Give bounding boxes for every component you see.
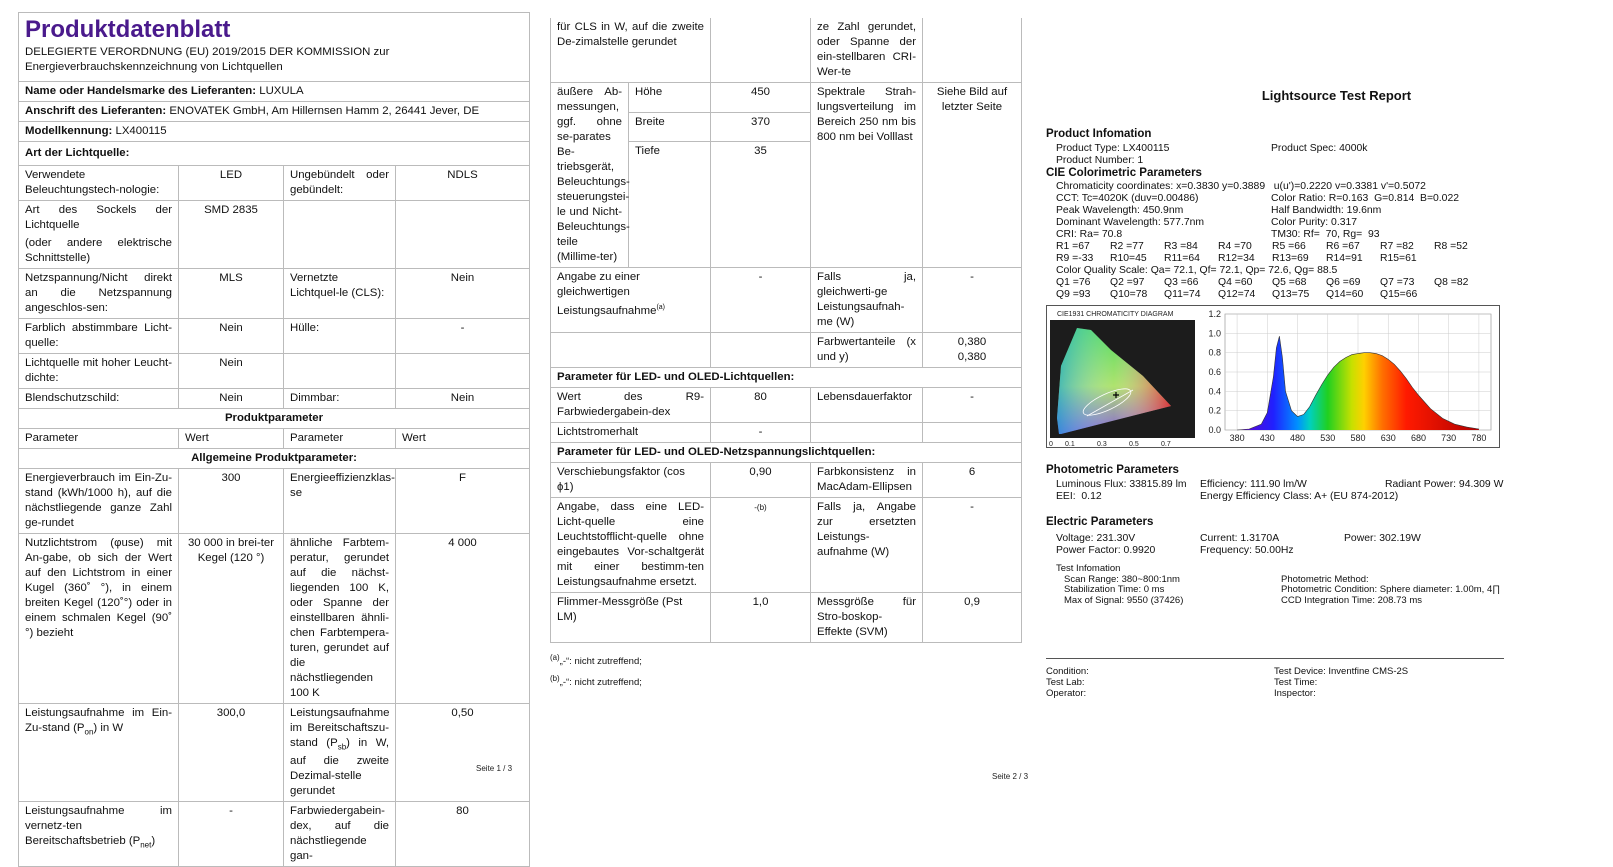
y-tick-label: 0.2 <box>1208 405 1221 416</box>
standby-label <box>284 704 396 802</box>
cell: Dimmbar: <box>284 389 396 409</box>
text: Color Quality Scale: Qa= 72.1, Qf= 72.1, Qp= 72.6, Qg= 88.5 <box>1056 265 1338 276</box>
text: Frequency: 50.00Hz <box>1200 545 1294 556</box>
index-value: Q11=74 <box>1164 289 1201 300</box>
text: Photometric Method: <box>1281 573 1369 585</box>
cell: Falls ja, gleichwerti-ge Leistungsaufnah-me (W) <box>811 268 923 333</box>
footnote-b <box>550 670 1050 691</box>
section-title: CIE Colorimetric Parameters <box>1046 167 1202 179</box>
cell: Breite <box>629 112 711 142</box>
x-tick-label: 380 <box>1229 433 1245 443</box>
cell: Nein <box>179 389 284 409</box>
text: 0,380 <box>957 336 987 348</box>
text: Voltage: 231.30V <box>1056 533 1136 544</box>
product-datasheet-table-p1 <box>18 12 530 867</box>
page-number: Seite 2 / 3 <box>992 772 1029 781</box>
cell: - <box>711 268 811 333</box>
chroma-values <box>923 333 1022 368</box>
cell: - <box>923 268 1022 333</box>
cell: Energieverbrauch im Ein-Zu-stand (kWh/1000 h), auf die nächstliegende ganze Zahl ge-rundet <box>19 469 179 534</box>
cell: Hülle: <box>284 319 396 354</box>
model-row <box>19 122 530 142</box>
y-tick-label: 1.2 <box>1208 309 1221 319</box>
cell: - <box>923 388 1022 423</box>
cell: Farbkonsistenz in MacAdam-Ellipsen <box>811 463 923 498</box>
index-value: Q14=60 <box>1326 289 1364 300</box>
text: Color Ratio: R=0.163 G=0.814 B=0.022 <box>1271 193 1460 204</box>
light-type-header: Art der Lichtquelle: <box>19 142 530 166</box>
text: CCT: Tc=4020K (duv=0.00486) <box>1056 193 1199 204</box>
subscript: sb <box>337 742 347 752</box>
cell: Netzspannung/Nicht direkt an die Netzspannung angeschlos-sen: <box>19 269 179 319</box>
section-title: Electric Parameters <box>1046 516 1154 528</box>
general-params-header: Allgemeine Produktparameter: <box>19 449 530 469</box>
cell: 80 <box>711 388 811 423</box>
index-value: Q12=74 <box>1218 289 1256 300</box>
text: CCD Integration Time: 208.73 ms <box>1281 594 1422 606</box>
cell: -(b) <box>711 498 811 593</box>
text: Half Bandwidth: 19.6nm <box>1271 205 1382 216</box>
mains-params-header: Parameter für LED- und OLED-Netzspannungslichtquellen: <box>551 443 1022 463</box>
cell: 0,50 <box>396 704 530 802</box>
cell: 1,0 <box>711 593 811 643</box>
cell: F <box>396 469 530 534</box>
cell: für CLS in W, auf die zweite De-zimalstelle gerundet <box>551 18 711 83</box>
cell: Vernetzte Lichtquel-le (CLS): <box>284 269 396 319</box>
cell: - <box>396 319 530 354</box>
cell: 80 <box>396 802 530 867</box>
text: CRI: Ra= 70.8 <box>1056 229 1123 240</box>
cell: Lebensdauerfaktor <box>811 388 923 423</box>
index-value: Q15=66 <box>1380 289 1418 300</box>
y-tick-label: 0.8 <box>1208 347 1221 358</box>
cell: Angabe, dass eine LED-Licht-quelle eine Leuchtstofflicht-quelle ohne eingebautes Vor-schaltgerät mit einer bestimm-ten Leistungsaufnahme ersetzt. <box>551 498 711 593</box>
text: Photometric Condition: Sphere diameter: 1.00m, 4∏ <box>1281 584 1501 595</box>
cell: 0,9 <box>923 593 1022 643</box>
text: Test Lab: <box>1046 677 1085 688</box>
text: Product Type: LX400115 <box>1056 143 1170 154</box>
page-1 <box>18 12 530 863</box>
index-value: Q2 =97 <box>1110 277 1145 288</box>
net-standby-label <box>19 802 179 867</box>
text: Efficiency: 111.90 lm/W <box>1200 479 1307 490</box>
index-value: Q6 =69 <box>1326 277 1361 288</box>
text: Leistungsaufnahme im vernetz-ten Bereitschaftsbetrieb (P <box>25 805 172 848</box>
text: Product Spec: 4000k <box>1271 143 1368 154</box>
text: TM30: Rf= 70, Rg= 93 <box>1271 229 1380 240</box>
cell: Falls ja, Angabe zur ersetzten Leistungs-aufnahme (W) <box>811 498 923 593</box>
text: Energy Efficiency Class: A+ (EU 874-2012) <box>1200 491 1399 502</box>
cell: - <box>711 423 811 443</box>
cell: SMD 2835 <box>179 201 284 269</box>
index-value: R7 =82 <box>1380 241 1414 252</box>
x-tick-label: 480 <box>1290 433 1306 443</box>
cell: Nein <box>179 354 284 389</box>
index-value: R4 =70 <box>1218 241 1252 252</box>
cell: Wert des R9-Farbwiedergabein-dex <box>551 388 711 423</box>
address-row <box>19 102 530 122</box>
product-params-header: Produktparameter <box>19 409 530 429</box>
cell: ähnliche Farbtem-peratur, gerundet auf die nächst-liegenden 100 K, oder Spanne der einstellbaren ähnli-chen Farbtempera-turen, gerundet auf die nächstliegenden 100 K <box>284 534 396 704</box>
tick: 0.1 <box>1065 441 1075 448</box>
subscript: on <box>84 727 94 737</box>
cell: 35 <box>711 142 811 268</box>
cell: 0,90 <box>711 463 811 498</box>
cell: Energieeffizienzklas-se <box>284 469 396 534</box>
index-value: Q7 =73 <box>1380 277 1415 288</box>
text: Test Infomation <box>1056 563 1121 574</box>
text: Power Factor: 0.9920 <box>1056 545 1156 556</box>
cell: Spektrale Strah-lungsverteilung im Bereich 250 nm bis 800 nm bei Volllast <box>811 83 923 268</box>
y-tick-label: 0.0 <box>1208 425 1221 435</box>
x-tick-label: 780 <box>1471 433 1487 443</box>
text: ) <box>151 835 156 848</box>
model-value: LX400115 <box>115 125 167 137</box>
cell: Ungebündelt oder gebündelt: <box>284 166 396 201</box>
equiv-label <box>551 268 711 333</box>
cell: MLS <box>179 269 284 319</box>
x-tick-label: 530 <box>1320 433 1336 443</box>
index-value: Q3 =66 <box>1164 277 1199 288</box>
index-value: R6 =67 <box>1326 241 1360 252</box>
supplier-name-value: LUXULA <box>259 85 304 97</box>
col-head: Wert <box>396 429 530 449</box>
index-value: Q5 =68 <box>1272 277 1307 288</box>
cell: ze Zahl gerundet, oder Spanne der ein-stellbaren CRI-Wer-te <box>811 18 923 83</box>
index-value: Q8 =82 <box>1434 277 1469 288</box>
cell: Tiefe <box>629 142 711 268</box>
text: Power: 302.19W <box>1344 533 1421 544</box>
index-value: R2 =77 <box>1110 241 1144 252</box>
cell: - <box>923 498 1022 593</box>
x-tick-label: 630 <box>1380 433 1396 443</box>
cell: Messgröße für Stro-boskop-Effekte (SVM) <box>811 593 923 643</box>
y-tick-label: 0.6 <box>1208 367 1221 377</box>
regulation-text: DELEGIERTE VERORDNUNG (EU) 2019/2015 DER KOMMISSION zur Energieverbrauchskennzeichnung von Lichtquellen <box>25 46 390 73</box>
product-datasheet-table-p2 <box>550 18 1022 643</box>
text: ) in W <box>93 722 124 734</box>
cell: Nutzlichtstrom (φuse) mit An-gabe, ob sich der Wert auf den Lichtstrom in einer Kugel (360˚ °), in einem breiten Kegel (120˚°) oder in einem schmalen Kegel (90˚ °) bezieht <box>19 534 179 704</box>
cell: Blendschutzschild: <box>19 389 179 409</box>
page-number: Seite 1 / 3 <box>476 764 513 773</box>
y-tick-label: 1.0 <box>1208 328 1221 339</box>
text: Max of Signal: 9550 (37426) <box>1064 594 1184 606</box>
col-head: Wert <box>179 429 284 449</box>
cell: Verwendete Beleuchtungstech-nologie: <box>19 166 179 201</box>
cell: 30 000 in brei-ter Kegel (120 °) <box>179 534 284 704</box>
index-value: R1 =67 <box>1056 241 1090 252</box>
text: Scan Range: 380~800:1nm <box>1064 573 1180 585</box>
text: Chromaticity coordinates: x=0.3830 y=0.3889 u(u')=0.2220 v=0.3381 v'=0.5072 <box>1056 181 1426 192</box>
text: Peak Wavelength: 450.9nm <box>1056 205 1184 216</box>
text: Condition: <box>1046 666 1089 677</box>
subscript: net <box>140 840 152 850</box>
text: Inspector: <box>1274 688 1316 699</box>
index-value: Q1 =76 <box>1056 277 1091 288</box>
text: Leistungsaufnahme im Ein-Zu-stand (P <box>25 707 172 734</box>
section-title: Photometric Parameters <box>1046 464 1179 476</box>
footnote-mark: (a) <box>550 653 560 662</box>
col-head: Parameter <box>19 429 179 449</box>
cell: Nein <box>396 389 530 409</box>
power-on-label <box>19 704 179 802</box>
text: Color Purity: 0.317 <box>1271 217 1358 228</box>
x-tick-label: 430 <box>1259 433 1275 443</box>
led-params-header: Parameter für LED- und OLED-Lichtquellen: <box>551 368 1022 388</box>
index-value: R10=45 <box>1110 253 1147 264</box>
cell: 300 <box>179 469 284 534</box>
text: EEI: 0.12 <box>1056 491 1102 502</box>
col-head: Parameter <box>284 429 396 449</box>
cell: 6 <box>923 463 1022 498</box>
cell: 4 000 <box>396 534 530 704</box>
chart-frame <box>1046 305 1500 448</box>
superscript: (a) <box>656 304 665 311</box>
cell: 450 <box>711 83 811 113</box>
text: Product Number: 1 <box>1056 155 1144 166</box>
text: Leistungsaufnahme im Bereitschaftszu-stand (P <box>290 707 390 749</box>
address-label: Anschrift des Lieferanten: <box>25 105 167 117</box>
page-title: Produktdatenblatt <box>25 16 231 43</box>
text: Radiant Power: 94.309 W <box>1385 479 1504 490</box>
footnote-mark: (b) <box>550 674 560 684</box>
model-label: Modellkennung: <box>25 125 113 137</box>
footnote-a <box>550 649 1050 670</box>
text: Luminous Flux: 33815.89 lm <box>1056 479 1187 490</box>
index-value: R12=34 <box>1218 253 1255 264</box>
supplier-name-label: Name oder Handelsmarke des Lieferanten: <box>25 85 257 97</box>
cell: Verschiebungsfaktor (cos ϕ1) <box>551 463 711 498</box>
x-tick-label: 730 <box>1441 433 1457 443</box>
cell: - <box>179 802 284 867</box>
tick: 0.3 <box>1097 441 1107 448</box>
text: Current: 1.3170A <box>1200 533 1280 544</box>
index-value: Q4 =60 <box>1218 277 1253 288</box>
index-value: R11=64 <box>1164 253 1200 264</box>
supplier-name-row <box>19 82 530 102</box>
cell: Farbwertanteile (x und y) <box>811 333 923 368</box>
text: „-“: nicht zutreffend; <box>559 656 642 668</box>
x-tick-label: 580 <box>1350 433 1366 443</box>
text: Angabe zu einer gleichwertigen Leistungsaufnahme <box>557 271 657 317</box>
text: Test Time: <box>1274 677 1318 688</box>
text: 0,380 <box>957 351 987 363</box>
section-title: Product Infomation <box>1046 128 1152 140</box>
text: Test Device: Inventfine CMS-2S <box>1274 666 1409 677</box>
text: ) in W, auf die zweite Dezimal-stelle gerundet <box>290 737 389 798</box>
tick: 0.5 <box>1129 441 1139 448</box>
dimensions-label: äußere Ab-messungen, ggf. ohne se-parates Be-triebsgerät, Beleuchtungs-steuerungstei-le und Nicht-Beleuchtungs-teile (Millime-ter) <box>551 83 629 268</box>
cell: Lichtquelle mit hoher Leucht-dichte: <box>19 354 179 389</box>
cell: Siehe Bild auf letzter Seite <box>923 83 1022 268</box>
spectrum-chart <box>1199 306 1499 447</box>
cie-diagram <box>1047 306 1197 447</box>
index-value: R5 =66 <box>1272 241 1306 252</box>
cell: LED <box>179 166 284 201</box>
page-2 <box>550 18 1050 808</box>
index-value: Q13=75 <box>1272 289 1310 300</box>
cell: 300,0 <box>179 704 284 802</box>
test-report <box>1046 0 1613 834</box>
index-value: Q9 =93 <box>1056 289 1091 300</box>
index-value: R9 =-33 <box>1056 253 1094 264</box>
index-value: R15=61 <box>1380 253 1417 264</box>
cell: Lichtstromerhalt <box>551 423 711 443</box>
index-value: R14=91 <box>1326 253 1363 264</box>
index-value: R8 =52 <box>1434 241 1468 252</box>
divider <box>1046 658 1504 659</box>
y-tick-label: 0.4 <box>1208 386 1221 397</box>
text: Operator: <box>1046 688 1087 699</box>
socket-label: Art des Sockels der Lichtquelle <box>25 204 172 231</box>
tick: 0.7 <box>1161 441 1171 448</box>
x-tick-label: 680 <box>1410 433 1426 443</box>
report-title: Lightsource Test Report <box>1261 88 1412 103</box>
cell: Flimmer-Messgröße (Pst LM) <box>551 593 711 643</box>
index-value: R13=69 <box>1272 253 1309 264</box>
socket-label-2: (oder andere elektrische Schnittstelle) <box>25 237 172 264</box>
cie-diagram-title: CIE1931 CHROMATICITY DIAGRAM <box>1057 311 1174 318</box>
address-value: ENOVATEK GmbH, Am Hillernsen Hamm 2, 26441 Jever, DE <box>169 105 480 117</box>
cell: Nein <box>396 269 530 319</box>
cell: NDLS <box>396 166 530 201</box>
cell: 370 <box>711 112 811 142</box>
text: Dominant Wavelength: 577.7nm <box>1056 217 1205 228</box>
index-value: R3 =84 <box>1164 241 1198 252</box>
tick: 0 <box>1049 441 1053 448</box>
text: Stabilization Time: 0 ms <box>1064 584 1165 595</box>
cell: Nein <box>179 319 284 354</box>
text: „-“: nicht zutreffend; <box>559 677 642 689</box>
cell: Höhe <box>629 83 711 113</box>
cell: Farbwiedergabein-dex, auf die nächstliegende gan- <box>284 802 396 867</box>
index-value: Q10=78 <box>1110 289 1148 300</box>
cell: Farblich abstimmbare Licht-quelle: <box>19 319 179 354</box>
